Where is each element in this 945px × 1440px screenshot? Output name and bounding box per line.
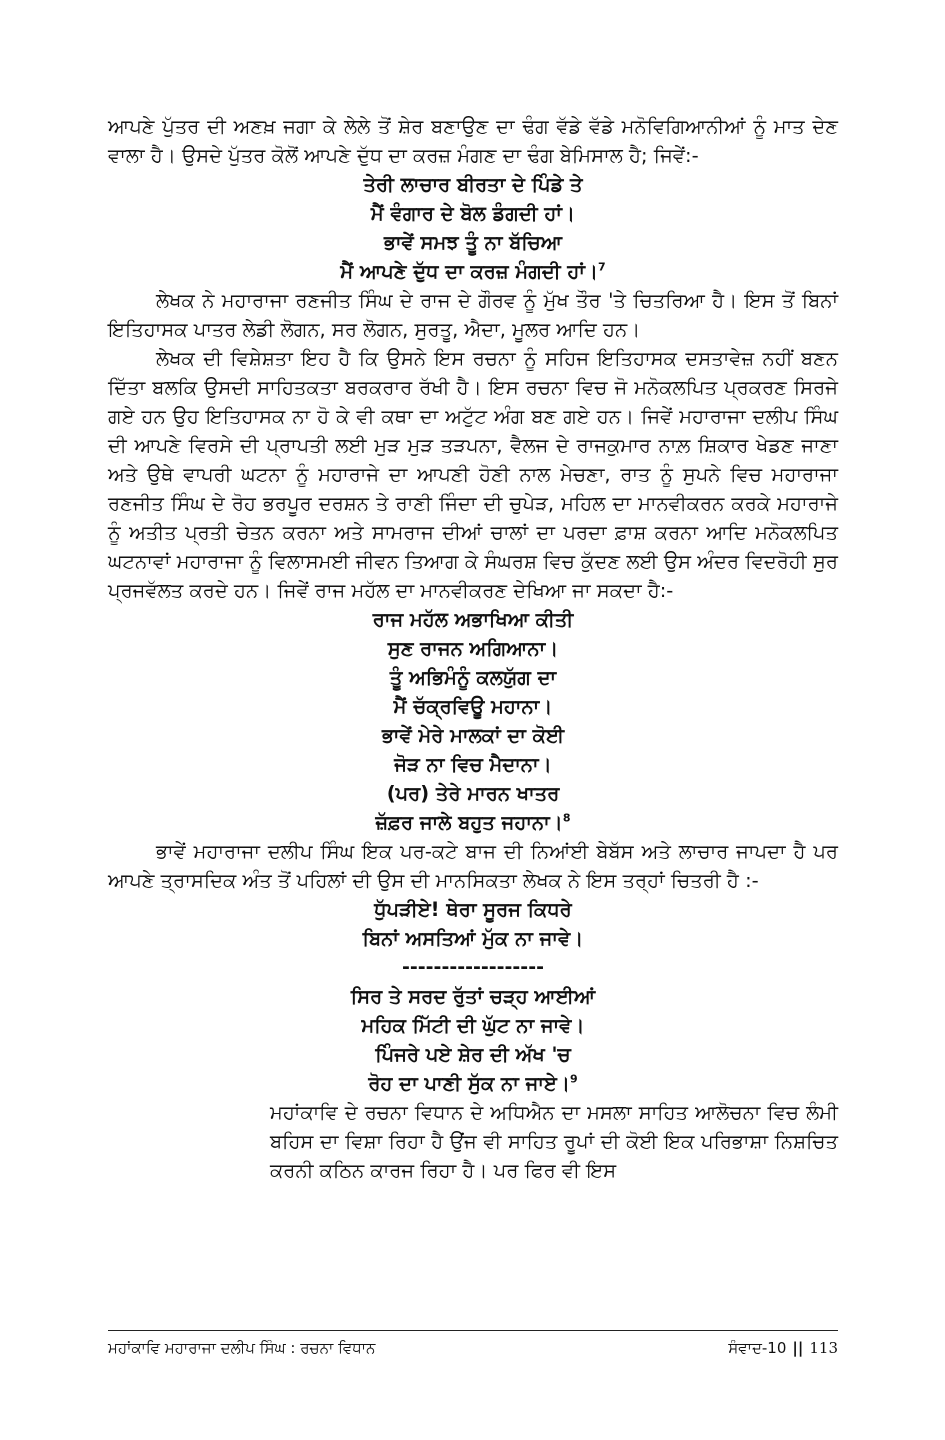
verse-line: ਮਹਿਕ ਮਿੱਟੀ ਦੀ ਘੁੱਟ ਨਾ ਜਾਵੇ। xyxy=(361,1014,585,1037)
verse-block-1 xyxy=(108,170,838,286)
footer-divider xyxy=(108,1330,838,1331)
verse-line-text: ਜ਼ੱਫ਼ਰ ਜਾਲੇ ਬਹੁਤ ਜਹਾਨਾ। xyxy=(375,811,563,834)
verse-line: ਤੇਰੀ ਲਾਚਾਰ ਬੀਰਤਾ ਦੇ ਪਿੰਡੇ ਤੇ xyxy=(363,173,583,196)
verse-line: ਮੈਂ ਵੰਗਾਰ ਦੇ ਬੋਲ ਡੰਗਦੀ ਹਾਂ। xyxy=(370,202,576,225)
verse-line: ਸਿਰ ਤੇ ਸਰਦ ਰੁੱਤਾਂ ਚੜ੍ਹ ਆਈਆਂ xyxy=(350,985,596,1008)
page-body xyxy=(108,112,838,1185)
verse-line: ਮੈਂ ਚੱਕ੍ਰਵਿਊ ਮਹਾਨਾ। xyxy=(393,695,553,718)
verse-line: ਬਿਨਾਂ ਅਸਤਿਆਂ ਮੁੱਕ ਨਾ ਜਾਵੇ। xyxy=(362,927,584,950)
verse-line-text: ਰੋਹ ਦਾ ਪਾਣੀ ਸੁੱਕ ਨਾ ਜਾਏ। xyxy=(368,1072,571,1095)
paragraph-1: ਆਪਣੇ ਪੁੱਤਰ ਦੀ ਅਣਖ਼ ਜਗਾ ਕੇ ਲੇਲੇ ਤੋਂ ਸ਼ੇਰ ਬਣਾਉਣ ਦਾ ਢੰਗ ਵੱਡੇ ਵੱਡੇ ਮਨੋਵਿਗਿਆਨੀਆਂ ਨੂੰ ਮਾਤ ਦੇਣ ਵਾਲਾ ਹੈ। ਉਸਦੇ ਪੁੱਤਰ ਕੋਲੋਂ ਆਪਣੇ ਦੁੱਧ ਦਾ ਕਰਜ਼ ਮੰਗਣ ਦਾ ਢੰਗ ਬੇਮਿਸਾਲ ਹੈ; ਜਿਵੇਂ:- xyxy=(108,115,838,167)
page-footer xyxy=(108,1337,838,1359)
verse-line-last xyxy=(108,1069,838,1098)
verse-line: (ਪਰ) ਤੇਰੇ ਮਾਰਨ ਖਾਤਰ xyxy=(386,782,560,805)
verse-line: ਤੂੰ ਅਭਿਮੰਨੂੰ ਕਲਯੁੱਗ ਦਾ xyxy=(389,666,557,689)
running-title: ਮਹਾਂਕਾਵਿ ਮਹਾਰਾਜਾ ਦਲੀਪ ਸਿੰਘ : ਰਚਨਾ ਵਿਧਾਨ xyxy=(108,1339,376,1357)
journal-name: ਸੰਵਾਦ-10 xyxy=(728,1339,787,1357)
footnote-marker: 7 xyxy=(598,260,606,274)
verse-line-last xyxy=(108,808,838,837)
separator-bars: || xyxy=(792,1339,804,1357)
verse-line: ਪਿੰਜਰੇ ਪਏ ਸ਼ੇਰ ਦੀ ਅੱਖ 'ਚ xyxy=(375,1043,571,1066)
paragraph-2: ਲੇਖਕ ਨੇ ਮਹਾਰਾਜਾ ਰਣਜੀਤ ਸਿੰਘ ਦੇ ਰਾਜ ਦੇ ਗੌਰਵ ਨੂੰ ਮੁੱਖ ਤੌਰ 'ਤੇ ਚਿਤਰਿਆ ਹੈ। ਇਸ ਤੋਂ ਬਿਨਾਂ ਇਤਿਹਾਸਕ ਪਾਤਰ ਲੇਡੀ ਲੋਗਨ, ਸਰ ਲੋਗਨ, ਸੁਰਤੂ, ਐਦਾ, ਮੂਲਰ ਆਦਿ ਹਨ। xyxy=(108,289,838,341)
verse-line: ਭਾਵੇਂ ਮੇਰੇ ਮਾਲਕਾਂ ਦਾ ਕੋਈ xyxy=(381,724,565,747)
verse-line-text: ਮੈਂ ਆਪਣੇ ਦੁੱਧ ਦਾ ਕਰਜ਼ ਮੰਗਦੀ ਹਾਂ। xyxy=(340,260,598,283)
paragraph-3: ਲੇਖਕ ਦੀ ਵਿਸ਼ੇਸ਼ਤਾ ਇਹ ਹੈ ਕਿ ਉਸਨੇ ਇਸ ਰਚਨਾ ਨੂੰ ਸਹਿਜ ਇਤਿਹਾਸਕ ਦਸਤਾਵੇਜ਼ ਨਹੀਂ ਬਣਨ ਦਿੱਤਾ ਬਲਕਿ ਉਸਦੀ ਸਾਹਿਤਕਤਾ ਬਰਕਰਾਰ ਰੱਖੀ ਹੈ। ਇਸ ਰਚਨਾ ਵਿਚ ਜੋ ਮਨੋਕਲਪਿਤ ਪ੍ਰਕਰਣ ਸਿਰਜੇ ਗਏ ਹਨ ਉਹ ਇਤਿਹਾਸਕ ਨਾ ਹੋ ਕੇ ਵੀ ਕਥਾ ਦਾ ਅਟੁੱਟ ਅੰਗ ਬਣ ਗਏ ਹਨ। ਜਿਵੇਂ ਮਹਾਰਾਜਾ ਦਲੀਪ ਸਿੰਘ ਦੀ ਆਪਣੇ ਵਿਰਸੇ ਦੀ ਪ੍ਰਾਪਤੀ ਲਈ ਮੁੜ ਮੁੜ ਤੜਪਨਾ, ਵੈਲਜ ਦੇ ਰਾਜਕੁਮਾਰ ਨਾਲ਼ ਸ਼ਿਕਾਰ ਖੇਡਣ ਜਾਣਾ ਅਤੇ ਉਥੇ ਵਾਪਰੀ ਘਟਨਾ ਨੂੰ ਮਹਾਰਾਜੇ ਦਾ ਆਪਣੀ ਹੋਣੀ ਨਾਲ ਮੇਚਣਾ, ਰਾਤ ਨੂੰ ਸੁਪਨੇ ਵਿਚ ਮਹਾਰਾਜਾ ਰਣਜੀਤ ਸਿੰਘ ਦੇ ਰੋਹ ਭਰਪੂਰ ਦਰਸ਼ਨ ਤੇ ਰਾਣੀ ਜਿੰਦਾ ਦੀ ਚੁਪੇੜ, ਮਹਿਲ ਦਾ ਮਾਨਵੀਕਰਨ ਕਰਕੇ ਮਹਾਰਾਜੇ ਨੂੰ ਅਤੀਤ ਪ੍ਰਤੀ ਚੇਤਨ ਕਰਨਾ ਅਤੇ ਸਾਮਰਾਜ ਦੀਆਂ ਚਾਲਾਂ ਦਾ ਪਰਦਾ ਫ਼ਾਸ਼ ਕਰਨਾ ਆਦਿ ਮਨੋਕਲਪਿਤ ਘਟਨਾਵਾਂ ਮਹਾਰਾਜਾ ਨੂੰ ਵਿਲਾਸਮਈ ਜੀਵਨ ਤਿਆਗ ਕੇ ਸੰਘਰਸ਼ ਵਿਚ ਕੁੱਦਣ ਲਈ ਉਸ ਅੰਦਰ ਵਿਦਰੋਹੀ ਸੁਰ ਪ੍ਰਜਵੱਲਤ ਕਰਦੇ ਹਨ। ਜਿਵੇਂ ਰਾਜ ਮਹੱਲ ਦਾ ਮਾਨਵੀਕਰਣ ਦੇਖਿਆ ਜਾ ਸਕਦਾ ਹੈ:- xyxy=(108,347,838,602)
verse-separator: ------------------ xyxy=(402,956,544,978)
verse-block-3 xyxy=(108,895,838,1098)
paragraph-5: ਮਹਾਂਕਾਵਿ ਦੇ ਰਚਨਾ ਵਿਧਾਨ ਦੇ ਅਧਿਐਨ ਦਾ ਮਸਲਾ ਸਾਹਿਤ ਆਲੋਚਨਾ ਵਿਚ ਲੰਮੀ ਬਹਿਸ ਦਾ ਵਿਸ਼ਾ ਰਿਹਾ ਹੈ ਉਂਜ ਵੀ ਸਾਹਿਤ ਰੂਪਾਂ ਦੀ ਕੋਈ ਇਕ ਪਰਿਭਾਸ਼ਾ ਨਿਸ਼ਚਿਤ ਕਰਨੀ ਕਠਿਨ ਕਾਰਜ ਰਿਹਾ ਹੈ। ਪਰ ਫਿਰ ਵੀ ਇਸ xyxy=(270,1101,838,1182)
verse-line: ਰਾਜ ਮਹੱਲ ਅਭਾਖਿਆ ਕੀਤੀ xyxy=(372,608,574,631)
verse-line: ਜੋੜ ਨਾ ਵਿਚ ਮੈਦਾਨਾ। xyxy=(394,753,552,776)
footnote-marker: 9 xyxy=(570,1072,578,1086)
footnote-marker: 8 xyxy=(562,811,571,825)
page-number: 113 xyxy=(809,1339,838,1357)
verse-line: ਸੁਣ ਰਾਜਨ ਅਗਿਆਨਾ। xyxy=(387,637,559,660)
verse-block-2 xyxy=(108,605,838,837)
verse-line: ਧੁੱਪੜੀਏ! ਥੇਰਾ ਸੂਰਜ ਕਿਧਰੇ xyxy=(374,898,572,921)
verse-line-last xyxy=(108,257,838,286)
verse-line: ਭਾਵੇਂ ਸਮਝ ਤੂੰ ਨਾ ਬੱਚਿਆ xyxy=(383,231,563,254)
footer-page-info xyxy=(728,1337,838,1359)
paragraph-4: ਭਾਵੇਂ ਮਹਾਰਾਜਾ ਦਲੀਪ ਸਿੰਘ ਇਕ ਪਰ-ਕਟੇ ਬਾਜ ਦੀ ਨਿਆਂਈ ਬੇਬੱਸ ਅਤੇ ਲਾਚਾਰ ਜਾਪਦਾ ਹੈ ਪਰ ਆਪਣੇ ਤ੍ਰਾਸਦਿਕ ਅੰਤ ਤੋਂ ਪਹਿਲਾਂ ਦੀ ਉਸ ਦੀ ਮਾਨਸਿਕਤਾ ਲੇਖਕ ਨੇ ਇਸ ਤਰ੍ਹਾਂ ਚਿਤਰੀ ਹੈ :- xyxy=(108,840,838,892)
